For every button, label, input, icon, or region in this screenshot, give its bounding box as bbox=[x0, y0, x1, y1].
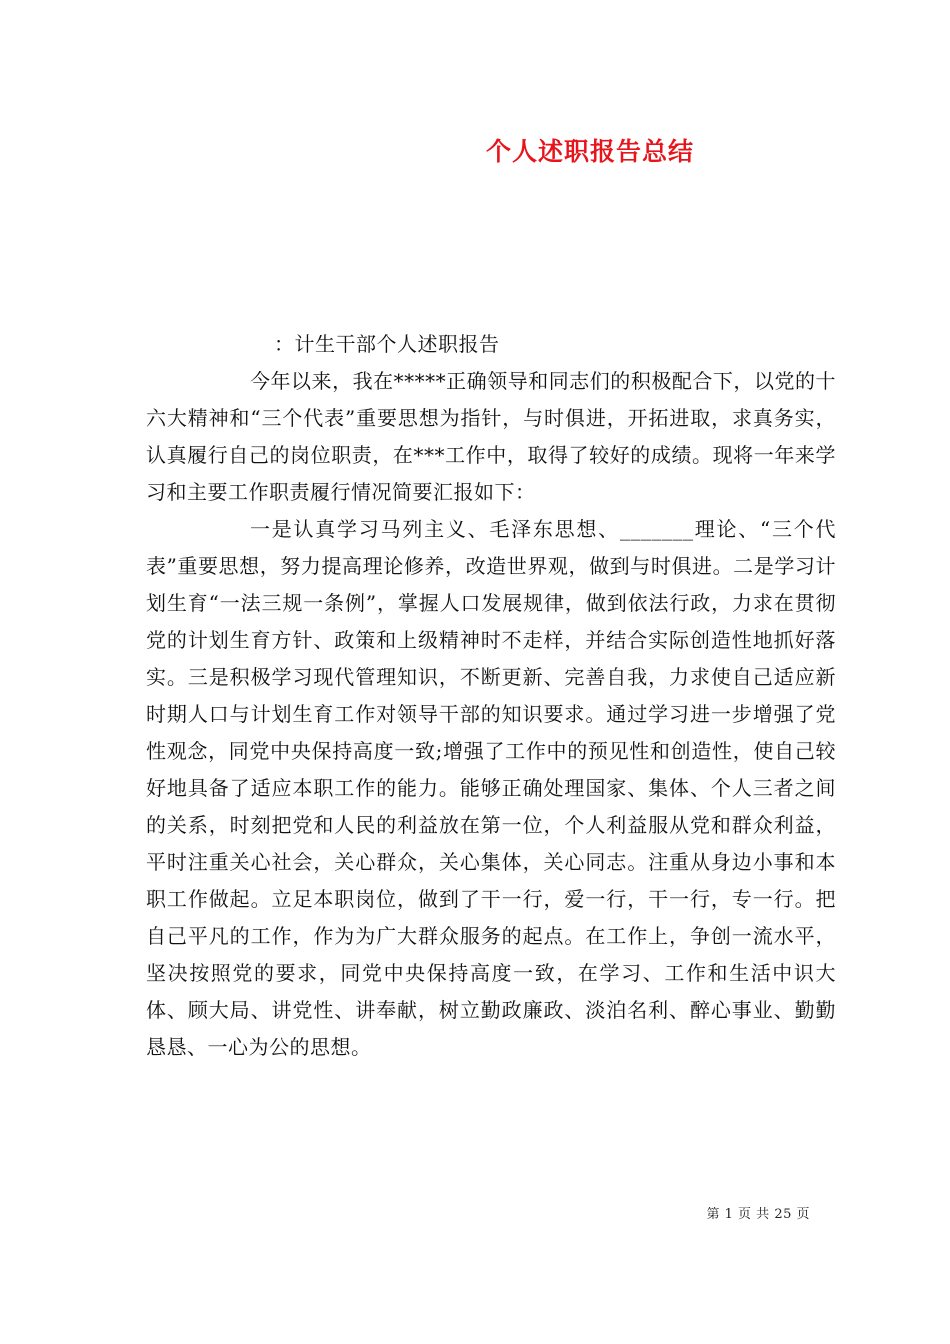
document-body bbox=[146, 326, 836, 1066]
document-title: 个人述职报告总结 bbox=[485, 137, 694, 166]
paragraph-intro: 今年以来，我在*****正确领导和同志们的积极配合下，以党的十六大精神和“三个代表”重要思想为指针，与时俱进，开拓进取，求真务实，认真履行自己的岗位职责，在***工作中，取得了较好的成绩。现将一年来学习和主要工作职责履行情况简要汇报如下： bbox=[146, 369, 836, 504]
paragraph-study: 一是认真学习马列主义、毛泽东思想、_______理论、“三个代表”重要思想，努力提高理论修养，改造世界观，做到与时俱进。二是学习计划生育“一法三规一条例”，掌握人口发展规律，做到依法行政，力求在贯彻党的计划生育方针、政策和上级精神时不走样，并结合实际创造性地抓好落实。三是积极学习现代管理知识，不断更新、完善自我，力求使自己适应新时期人口与计划生育工作对领导干部的知识要求。通过学习进一步增强了党性观念，同党中央保持高度一致;增强了工作中的预见性和创造性，使自己较好地具备了适应本职工作的能力。能够正确处理国家、集体、个人三者之间的关系，时刻把党和人民的利益放在第一位，个人利益服从党和群众利益，平时注重关心社会，关心群众，关心集体，关心同志。注重从身边小事和本职工作做起。立足本职岗位，做到了干一行，爱一行，干一行，专一行。把自己平凡的工作，作为为广大群众服务的起点。在工作上，争创一流水平，坚决按照党的要求，同党中央保持高度一致，在学习、工作和生活中识大体、顾大局、讲党性、讲奉献，树立勤政廉政、淡泊名利、醉心事业、勤勤恳恳、一心为公的思想。 bbox=[146, 517, 836, 1059]
page-number: 第 1 页 共 25 页 bbox=[706, 1207, 810, 1222]
document-subtitle: ：计生干部个人述职报告 bbox=[274, 332, 500, 356]
